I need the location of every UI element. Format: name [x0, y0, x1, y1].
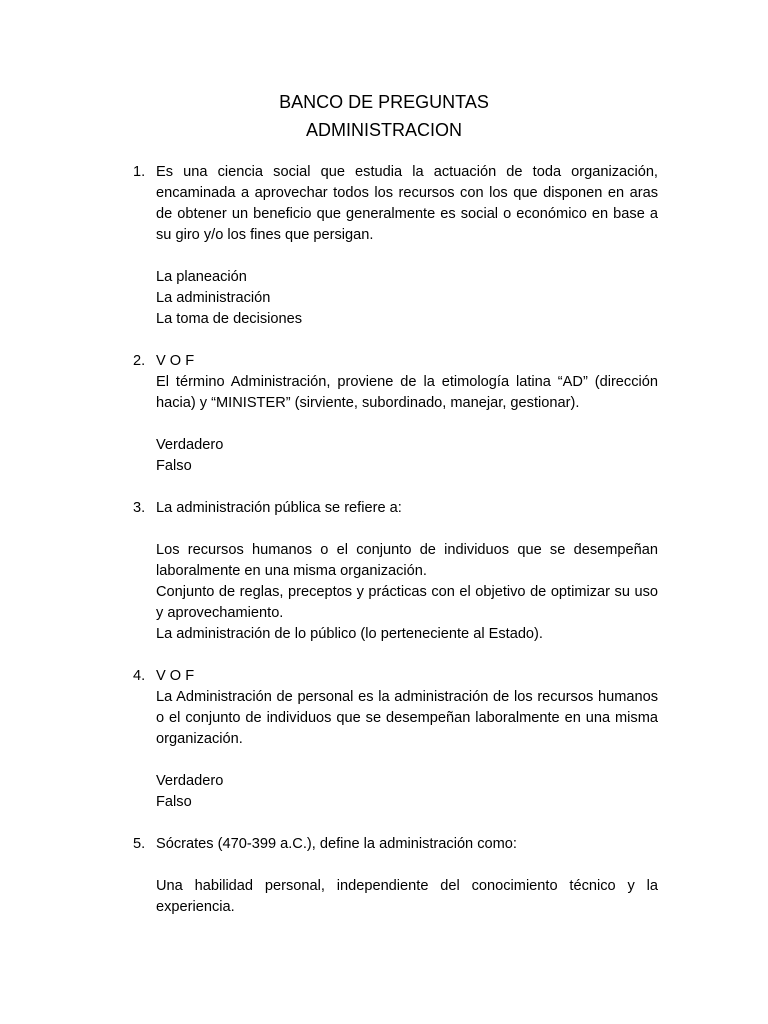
question-number: 5.	[133, 836, 146, 852]
question-2	[133, 351, 658, 477]
question-prompt: La Administración de personal es la administración de los recursos humanos o el conjunto de individuos que se desempeñan laboralmente en una misma organización.	[156, 689, 658, 747]
question-tag: V O F	[156, 353, 195, 369]
question-1	[133, 162, 658, 330]
answer-option: Falso	[156, 458, 192, 474]
question-number: 2.	[133, 353, 146, 369]
question-number: 3.	[133, 500, 146, 516]
question-number: 1.	[133, 164, 146, 180]
question-tag: V O F	[156, 668, 195, 684]
question-prompt: Sócrates (470-399 a.C.), define la administración como:	[156, 836, 517, 852]
answer-option: Verdadero	[156, 437, 224, 453]
question-4	[133, 666, 658, 813]
answer-option: La administración de lo público (lo perteneciente al Estado).	[156, 626, 543, 642]
question-prompt: El término Administración, proviene de la etimología latina “AD” (dirección hacia) y “MINISTER” (sirviente, subordinado, manejar, gestionar).	[156, 374, 658, 411]
answer-option: Conjunto de reglas, preceptos y prácticas con el objetivo de optimizar su uso y aprovechamiento.	[156, 584, 658, 621]
answer-option: La planeación	[156, 269, 247, 285]
question-prompt: La administración pública se refiere a:	[156, 500, 402, 516]
answer-option: Los recursos humanos o el conjunto de individuos que se desempeñan laboralmente en una misma organización.	[156, 542, 658, 579]
question-3	[133, 498, 658, 645]
question-list	[133, 162, 658, 939]
question-number: 4.	[133, 668, 146, 684]
answer-option: Falso	[156, 794, 192, 810]
answer-option: La toma de decisiones	[156, 311, 303, 327]
answer-option: Una habilidad personal, independiente del conocimiento técnico y la experiencia.	[156, 878, 658, 915]
document-title	[0, 88, 768, 144]
question-5	[133, 834, 658, 918]
answer-option: Verdadero	[156, 773, 224, 789]
title-line-1: BANCO DE PREGUNTAS	[279, 92, 489, 112]
answer-option: La administración	[156, 290, 271, 306]
question-prompt: Es una ciencia social que estudia la actuación de toda organización, encaminada a aprovechar todos los recursos con los que disponen en aras de obtener un beneficio que generalmente es social o económico en base a su giro y/o los fines que persigan.	[156, 164, 658, 243]
title-line-2: ADMINISTRACION	[305, 120, 462, 140]
